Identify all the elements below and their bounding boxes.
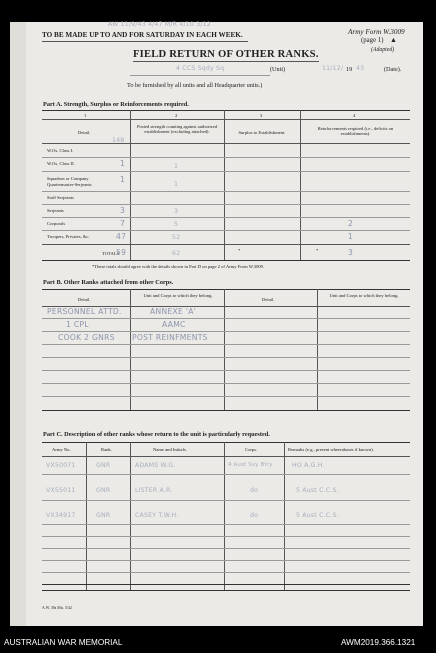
row-label-cqms: Squadron or Company Quartermaster-Serjeants xyxy=(47,176,92,187)
part-c-col-remarks: Remarks (e.g., present whereabouts if known). xyxy=(288,447,374,452)
part-c-col-corps: Corps. xyxy=(245,447,258,452)
row-rule xyxy=(42,318,410,319)
row-rule xyxy=(42,344,410,345)
totals-posted: 59 xyxy=(116,248,127,257)
part-c-col-divider-2 xyxy=(130,442,131,590)
unit-line xyxy=(130,75,270,76)
part-c-row-3-army-no: VX34917 xyxy=(46,512,76,519)
part-c-row-1-remarks: HO A.G.H. xyxy=(292,462,325,469)
part-a-col-reinforcements: Reinforcements required (i.e., deficits on establishments). xyxy=(317,126,394,137)
part-a-header-rule xyxy=(42,143,410,144)
page-ref: (page 1) xyxy=(361,37,384,44)
triangle-icon: ▲ xyxy=(390,36,397,44)
part-c-row-3-name: CASEY T.W.H. xyxy=(135,512,179,519)
date-value: 11/12/ xyxy=(322,65,344,72)
row-rule xyxy=(42,357,410,358)
header-notice: TO BE MADE UP TO AND FOR SATURDAY IN EACH WEEK. xyxy=(42,31,243,39)
row-wo2-surplus: 1 xyxy=(174,163,179,170)
part-c-row-1-rank: GNR xyxy=(96,462,111,469)
part-c-col-divider-1 xyxy=(86,442,87,590)
sheet-edge xyxy=(10,22,26,626)
part-a-col-posted: Posted strength counting against authorized establishment (excluding attached). xyxy=(136,124,218,135)
title-underline xyxy=(133,61,319,62)
part-c-header-rule xyxy=(42,456,410,457)
row-label-staff-serjeants: Staff Serjeants xyxy=(47,195,74,200)
part-b-col-divider-3 xyxy=(317,289,318,410)
part-c-col-rank: Rank. xyxy=(101,447,112,452)
print-code: A.W. 39a Mis. 5/42 xyxy=(42,606,72,610)
row-label-corporals: Corporals xyxy=(47,221,66,226)
part-a-note: *These totals should agree with the details shown in Part D on page 2 of Army Form W.3009. xyxy=(92,264,265,269)
part-b-entry-2-unit: AAMC xyxy=(162,320,186,329)
row-label-wo2: W.Os. Class II. xyxy=(47,161,75,166)
row-label-wo1: W.Os. Class I. xyxy=(47,148,74,153)
col-number-3: 3 xyxy=(260,113,263,118)
row-rule xyxy=(42,396,410,397)
part-b-col-unit-2: Unit and Corps to which they belong. xyxy=(329,293,399,298)
row-rule xyxy=(42,171,410,172)
row-corporals-reinf: 2 xyxy=(348,219,354,228)
part-c-row-2-army-no: VX55011 xyxy=(46,487,76,494)
part-b-col-detail-2: Detail. xyxy=(262,297,275,302)
part-b-col-detail-1: Detail. xyxy=(78,297,91,302)
form-number: Army Form W.3009 xyxy=(348,28,405,36)
part-b-heading: Part B. Other Ranks attached from other Corps. xyxy=(43,279,174,286)
row-rule xyxy=(42,157,410,158)
unit-label: (Unit) xyxy=(270,66,286,73)
totals-top-rule xyxy=(42,244,410,245)
date-label: (Date). xyxy=(384,66,402,73)
part-c-row-3-rank: GNR xyxy=(96,512,111,519)
row-rule xyxy=(42,383,410,384)
part-c-rule xyxy=(42,584,410,585)
part-b-entry-1-detail: PERSONNEL ATTD. xyxy=(47,307,122,316)
archive-footer xyxy=(0,634,436,653)
row-label-serjeants: Serjeants xyxy=(47,208,64,213)
part-a-bottom-rule xyxy=(42,260,410,261)
row-rule xyxy=(42,548,410,549)
totals-reinf: 3 xyxy=(348,248,354,257)
row-rule xyxy=(42,572,410,573)
part-c-col-divider-3 xyxy=(224,442,225,590)
part-b-entry-2-detail: 1 CPL xyxy=(66,320,89,329)
part-c-top-rule xyxy=(42,442,410,443)
row-rule xyxy=(42,500,410,501)
row-corporals-surplus: 5 xyxy=(174,221,179,228)
part-c-heading: Part C. Description of other ranks whose return to the unit is particularly requested. xyxy=(43,431,270,438)
form-subtitle: To be furnished by all units and all Headquarter units.) xyxy=(127,82,263,89)
part-c-row-3-remarks: 5 Aust C.C.S. xyxy=(296,512,339,519)
part-c-row-3-corps: do xyxy=(250,512,259,519)
part-b-col-divider-2 xyxy=(224,289,225,410)
part-b-bottom-rule xyxy=(42,410,410,411)
adapted-note: (Adapted) xyxy=(371,47,395,53)
part-b-entry-3-unit: POST REINFMENTS xyxy=(132,333,208,342)
part-c-row-1-name: ADAMS W.G. xyxy=(135,462,176,469)
row-rule xyxy=(42,536,410,537)
part-a-scrawl: 148 xyxy=(112,137,125,144)
part-c-row-2-rank: GNR xyxy=(96,487,111,494)
row-rule xyxy=(42,560,410,561)
row-corporals-posted: 7 xyxy=(120,219,126,228)
part-c-bottom-rule xyxy=(42,590,410,591)
unit-value: 4 CCS Sqdy Sq xyxy=(176,65,225,72)
part-b-entry-3-detail: COOK 2 GNRS xyxy=(58,333,115,342)
footer-institution: AUSTRALIAN WAR MEMORIAL xyxy=(4,638,123,647)
row-troopers-surplus: 52 xyxy=(172,234,181,241)
col-number-1: 1 xyxy=(84,113,87,118)
row-rule xyxy=(42,230,410,231)
part-c-row-2-remarks: 5 Aust C.C.S. xyxy=(296,487,339,494)
part-c-row-1-corps: 4 Aust Svy Btry xyxy=(228,462,273,468)
top-scribble: AW 11/9/43 4/47 M/R 4/10 3/12 xyxy=(108,21,211,28)
part-c-col-name: Name and Initials. xyxy=(153,447,187,452)
totals-asterisk: * xyxy=(316,248,319,253)
part-c-col-army-no: Army No. xyxy=(52,447,71,452)
row-cqms-posted: 1 xyxy=(120,175,126,184)
part-a-col-divider-3 xyxy=(300,110,301,260)
part-c-row-2-corps: do xyxy=(250,487,259,494)
row-serjeants-surplus: 3 xyxy=(174,208,179,215)
row-serjeants-posted: 3 xyxy=(120,206,126,215)
notice-underline xyxy=(42,41,248,42)
col-number-2: 2 xyxy=(175,113,178,118)
part-a-col-surplus: Surplus to Establishment. xyxy=(238,130,286,135)
col-number-4: 4 xyxy=(353,113,356,118)
year-prefix: 19 xyxy=(346,66,353,73)
part-b-col-divider-1 xyxy=(130,289,131,410)
row-rule xyxy=(42,191,410,192)
part-a-col-detail: Detail. xyxy=(78,130,91,135)
row-rule xyxy=(42,370,410,371)
row-label-troopers: Troopers, Privates, &c. xyxy=(47,234,90,239)
part-c-col-divider-4 xyxy=(284,442,285,590)
part-a-heading: Part A. Strength, Surplus or Reinforcements required. xyxy=(43,101,189,108)
totals-surplus: 62 xyxy=(172,250,181,257)
row-rule xyxy=(42,474,410,475)
part-b-top-rule xyxy=(42,289,410,290)
row-troopers-posted: 47 xyxy=(116,232,127,241)
form-title: FIELD RETURN OF OTHER RANKS. xyxy=(133,49,319,60)
part-b-col-unit-1: Unit and Corps to which they belong. xyxy=(143,293,213,298)
part-a-col-divider-2 xyxy=(224,110,225,260)
row-wo2-posted: 1 xyxy=(120,159,126,168)
totals-label: TOTALS xyxy=(102,251,120,256)
part-c-row-2-name: LISTER A.R. xyxy=(135,487,173,494)
row-rule xyxy=(42,524,410,525)
part-a-numbers-rule xyxy=(42,119,410,120)
part-c-row-1-army-no: VX50071 xyxy=(46,462,76,469)
footer-accession-number: AWM2019.366.1321 xyxy=(341,638,416,647)
part-a-top-rule xyxy=(42,110,410,111)
row-rule xyxy=(42,331,410,332)
part-b-entry-1-unit: ANNEXE 'A' xyxy=(150,307,197,316)
totals-asterisk: * xyxy=(238,248,241,253)
year-suffix: 43 xyxy=(356,65,365,72)
row-troopers-reinf: 1 xyxy=(348,232,354,241)
row-rule xyxy=(42,204,410,205)
row-rule xyxy=(42,217,410,218)
part-a-col-divider-1 xyxy=(130,110,131,260)
row-cqms-surplus: 1 xyxy=(174,181,179,188)
